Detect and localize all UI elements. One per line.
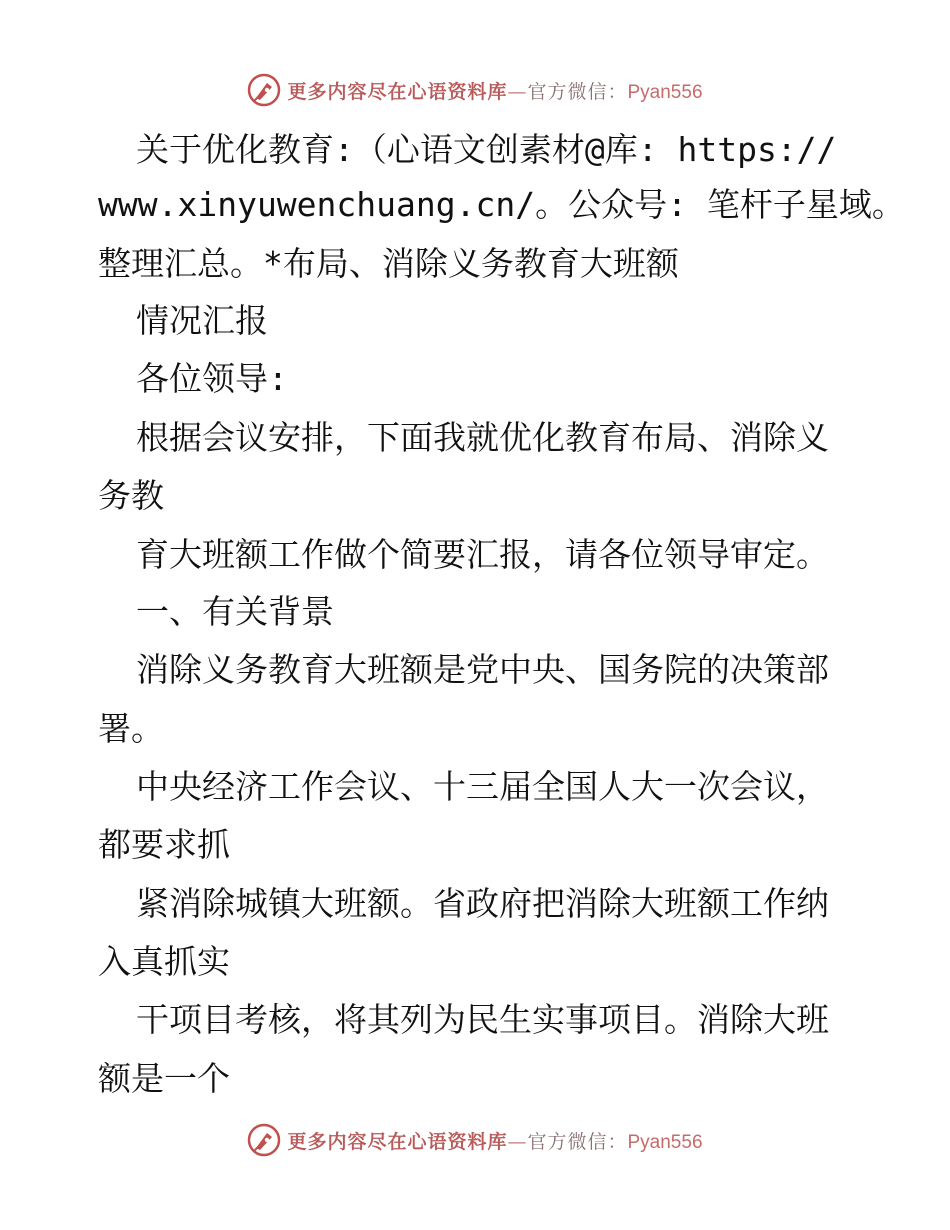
text-line: 根据会议安排，下面我就优化教育布局、消除义 [136,418,829,457]
text-line: 干项目考核，将其列为民生实事项目。消除大班 [136,1000,829,1039]
text-line: 整理汇总。*布局、消除义务教育大班额 [98,244,679,283]
text-line: 署。 [98,709,164,748]
text-line: 务教 [98,476,164,515]
salutation: 各位领导: [136,359,288,398]
section-title: 情况汇报 [136,301,268,340]
text-line: www.xinyuwenchuang.cn/。公众号: 笔杆子星域。 [98,185,905,224]
text-line: 入真抓实 [98,942,230,981]
banner-wechat-label: 官方微信： [527,80,628,103]
banner-dash: — [507,1130,528,1153]
footer-banner [0,1120,950,1160]
banner-dash: — [507,80,528,103]
text-line: 育大班额工作做个简要汇报，请各位领导审定。 [136,535,829,574]
text-line: 紧消除城镇大班额。省政府把消除大班额工作纳 [136,884,829,923]
text-line: 都要求抓 [98,825,230,864]
pen-nib-logo-icon [247,73,281,107]
banner-text [287,77,702,104]
pen-nib-logo-icon [247,1123,281,1157]
banner-handle: Pyan556 [627,81,703,103]
banner-main-text: 更多内容尽在心语资料库 [287,1130,508,1153]
text-line: 消除义务教育大班额是党中央、国务院的决策部 [136,650,829,689]
text-line: 中央经济工作会议、十三届全国人大一次会议， [136,767,829,806]
banner-main-text: 更多内容尽在心语资料库 [287,80,508,103]
banner-handle: Pyan556 [627,1131,703,1153]
section-heading: 一、有关背景 [136,592,334,631]
text-line: 关于优化教育:（心语文创素材@库: https:// [136,130,837,169]
header-banner [0,70,950,110]
banner-wechat-label: 官方微信： [527,1130,628,1153]
text-line: 额是一个 [98,1059,230,1098]
banner-text [287,1127,702,1154]
